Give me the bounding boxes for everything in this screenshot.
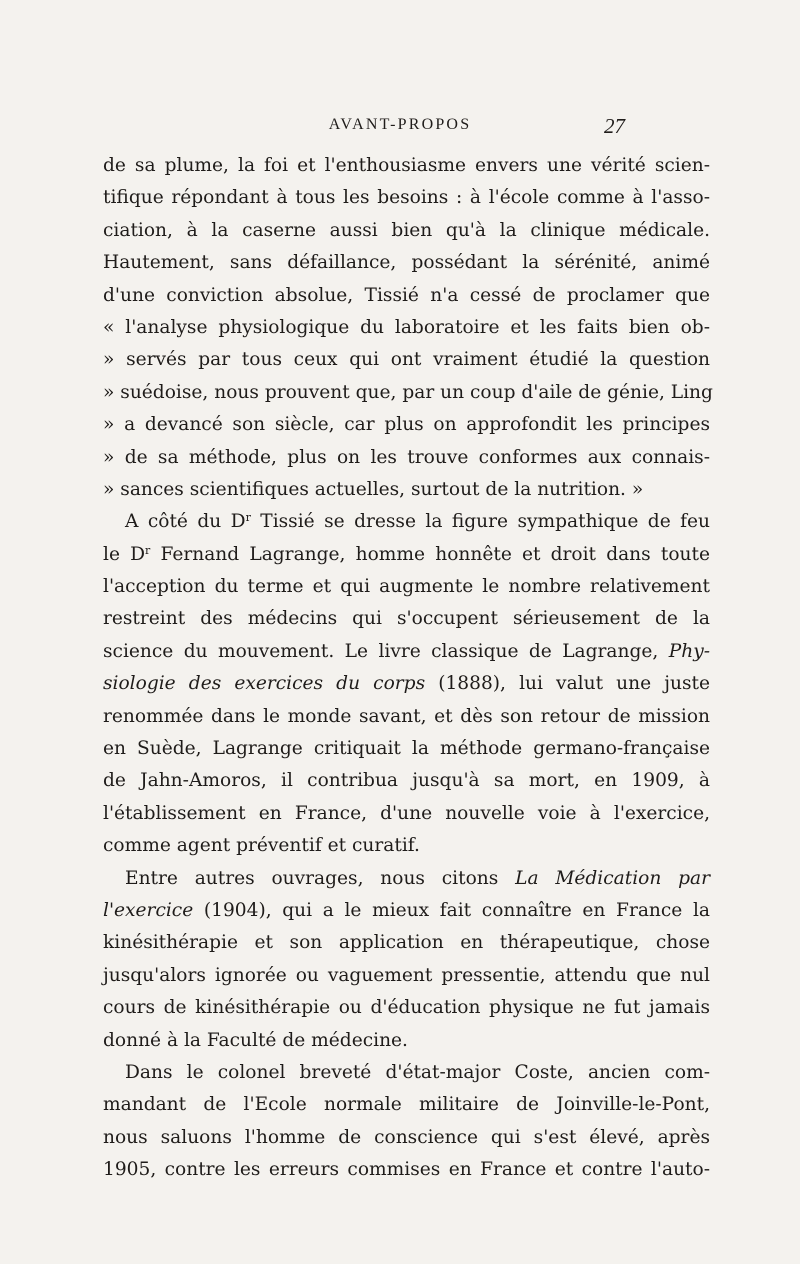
- text-line: mandant de l'Ecole normale militaire de Joinville-le-Pont,: [103, 1094, 710, 1116]
- superscript: r: [145, 543, 151, 557]
- text-line: [103, 863, 710, 895]
- text-line: ciation, à la caserne aussi bien qu'à la clinique médicale.: [103, 219, 710, 241]
- quotation-line: » sances scientifiques actuelles, surtout de la nutrition. »: [103, 478, 644, 500]
- text-line: kinésithérapie et son application en thérapeutique, chose: [103, 932, 710, 954]
- text-line: tifique répondant à tous les besoins : à l'école comme à l'asso-: [103, 187, 710, 209]
- text-line: jusqu'alors ignorée ou vaguement pressentie, attendu que nul: [103, 964, 710, 986]
- text-line: nous saluons l'homme de conscience qui s'est élevé, après: [103, 1126, 710, 1148]
- text-line: l'établissement en France, d'une nouvelle voie à l'exercice,: [103, 802, 710, 824]
- text-line: [103, 506, 710, 538]
- text-line: [103, 895, 710, 927]
- text-line: d'une conviction absolue, Tissié n'a cessé de proclamer que: [103, 284, 710, 306]
- text-line: en Suède, Lagrange critiquait la méthode germano-française: [103, 738, 710, 760]
- running-title: AVANT-PROPOS: [328, 116, 472, 133]
- text-fragment: A côté du D: [125, 511, 246, 533]
- superscript: r: [245, 511, 251, 525]
- text-line: [103, 539, 710, 571]
- book-title-italic: siologie des exercices du corps: [103, 673, 426, 695]
- text-line: [103, 668, 710, 700]
- text-fragment: le D: [103, 543, 146, 565]
- text-line: comme agent préventif et curatif.: [103, 835, 420, 857]
- text-line: cours de kinésithérapie ou d'éducation physique ne fut jamais: [103, 997, 710, 1019]
- quotation-line: » de sa méthode, plus on les trouve conformes aux connais-: [103, 446, 710, 468]
- text-line: renommée dans le monde savant, et dès son retour de mission: [103, 705, 710, 727]
- quotation-line: » suédoise, nous prouvent que, par un coup d'aile de génie, Ling: [103, 381, 713, 403]
- text-line: restreint des médecins qui s'occupent sérieusement de la: [103, 608, 710, 630]
- quotation-line: « l'analyse physiologique du laboratoire et les faits bien ob-: [103, 316, 710, 338]
- running-head: [0, 114, 800, 138]
- text-fragment: Tissié se dresse la figure sympathique de feu: [250, 511, 711, 533]
- text-line: [103, 636, 710, 668]
- text-line: Dans le colonel breveté d'état-major Coste, ancien com-: [125, 1061, 710, 1083]
- book-title-italic: l'exercice: [103, 899, 194, 921]
- text-line: 1905, contre les erreurs commises en France et contre l'auto-: [103, 1159, 710, 1181]
- text-line: l'acception du terme et qui augmente le nombre relativement: [103, 576, 710, 598]
- body-text: [103, 150, 713, 1187]
- page-number: 27: [604, 114, 625, 138]
- quotation-line: » servés par tous ceux qui ont vraiment étudié la question: [103, 349, 710, 371]
- text-fragment: (1888), lui valut une juste: [425, 673, 710, 695]
- book-title-italic: Phy-: [668, 640, 710, 662]
- quotation-line: » a devancé son siècle, car plus on approfondit les principes: [103, 414, 710, 436]
- book-title-italic: La Médication par: [515, 867, 711, 889]
- text-fragment: Fernand Lagrange, homme honnête et droit dans toute: [150, 543, 710, 565]
- text-fragment: (1904), qui a le mieux fait connaître en France la: [193, 899, 710, 921]
- text-line: de sa plume, la foi et l'enthousiasme envers une vérité scien-: [103, 155, 710, 176]
- text-line: de Jahn-Amoros, il contribua jusqu'à sa mort, en 1909, à: [103, 770, 710, 792]
- text-line: donné à la Faculté de médecine.: [103, 1029, 408, 1051]
- text-fragment: science du mouvement. Le livre classique de Lagrange,: [103, 640, 669, 662]
- text-line: Hautement, sans défaillance, possédant la sérénité, animé: [103, 252, 710, 274]
- text-fragment: Entre autres ouvrages, nous citons: [125, 867, 516, 889]
